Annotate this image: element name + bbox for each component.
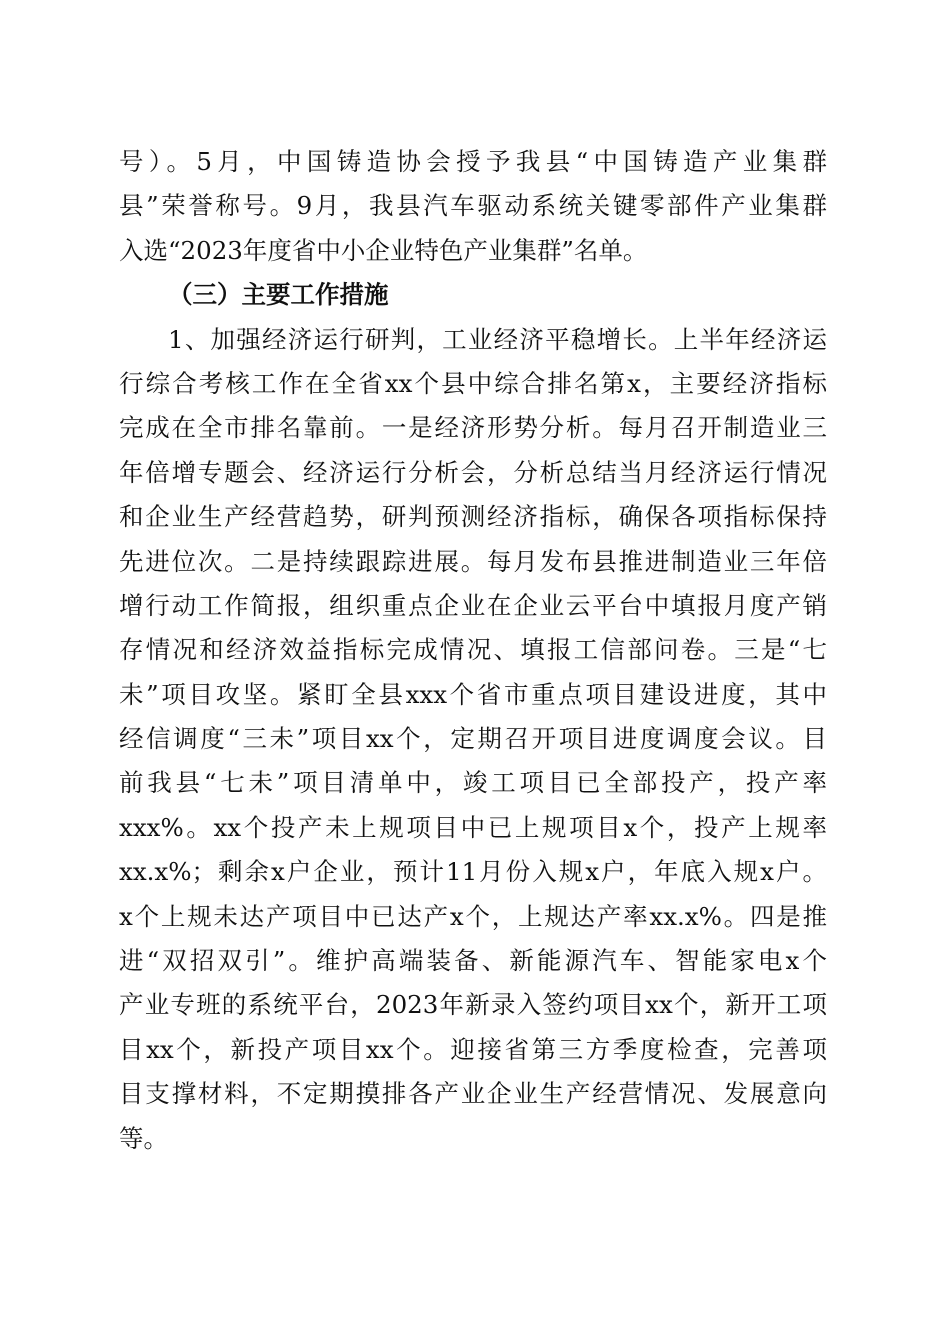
section-heading: （三）主要工作措施 xyxy=(168,280,389,310)
paragraph-line: 1、加强经济运行研判，工业经济平稳增长。上半年经济运 xyxy=(168,324,827,354)
paragraph-line: xxx%。xx个投产未上规项目中已上规项目x个，投产上规率 xyxy=(119,812,827,842)
paragraph-line: x个上规未达产项目中已达产x个，上规达产率xx.x%。四是推 xyxy=(119,901,827,931)
paragraph-line: 先进位次。二是持续跟踪进展。每月发布县推进制造业三年倍 xyxy=(119,546,827,576)
paragraph-line: 未”项目攻坚。紧盯全县xxx个省市重点项目建设进度，其中 xyxy=(119,679,827,709)
paragraph-line: 入选“2023年度省中小企业特色产业集群”名单。 xyxy=(119,235,648,265)
paragraph-line: 增行动工作简报，组织重点企业在企业云平台中填报月度产销 xyxy=(119,590,827,620)
paragraph-line: 产业专班的系统平台，2023年新录入签约项目xx个，新开工项 xyxy=(119,990,827,1020)
paragraph-line: 前我县“七未”项目清单中，竣工项目已全部投产，投产率 xyxy=(119,768,827,798)
paragraph-line: xx.x%；剩余x户企业，预计11月份入规x户，年底入规x户。 xyxy=(119,857,827,887)
paragraph-line: 存情况和经济效益指标完成情况、填报工信部问卷。三是“七 xyxy=(119,635,827,665)
paragraph-line: 经信调度“三未”项目xx个，定期召开项目进度调度会议。目 xyxy=(119,724,827,754)
paragraph-line: 县”荣誉称号。9月，我县汽车驱动系统关键零部件产业集群 xyxy=(119,191,827,221)
paragraph-line: 等。 xyxy=(119,1123,168,1153)
paragraph-line: 号）。5月，中国铸造协会授予我县“中国铸造产业集群 xyxy=(119,147,827,176)
paragraph-line: 年倍增专题会、经济运行分析会，分析总结当月经济运行情况 xyxy=(119,457,827,487)
paragraph-line: 行综合考核工作在全省xx个县中综合排名第x，主要经济指标 xyxy=(119,368,827,398)
paragraph-line: 进“双招双引”。维护高端装备、新能源汽车、智能家电x个 xyxy=(119,946,827,976)
paragraph-line: 和企业生产经营趋势，研判预测经济指标，确保各项指标保持 xyxy=(119,502,827,532)
body-text xyxy=(119,140,827,1161)
paragraph-line: 完成在全市排名靠前。一是经济形势分析。每月召开制造业三 xyxy=(119,413,827,443)
paragraph-line: 目xx个，新投产项目xx个。迎接省第三方季度检查，完善项 xyxy=(119,1034,827,1064)
paragraph-line: 目支撑材料，不定期摸排各产业企业生产经营情况、发展意向 xyxy=(119,1079,827,1109)
